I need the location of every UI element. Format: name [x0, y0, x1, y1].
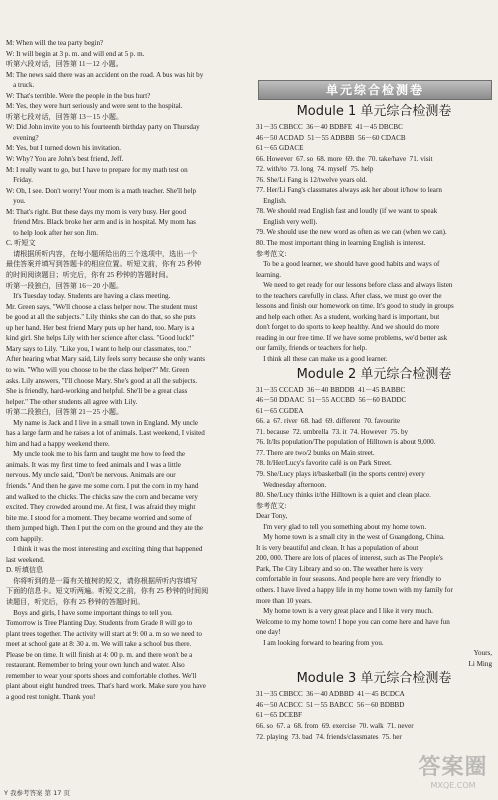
answer-line: It is very beautiful and clean. It has a population of about: [256, 543, 419, 552]
answer-line: 80. She/Lucy thinks it/the Hilltown is a quiet and clean place.: [256, 491, 431, 500]
answer-line: 31－35 CBBCC 36－40 BDBFE 41－45 DBCBC: [256, 123, 403, 131]
letter-signature: Li Ming: [468, 659, 492, 668]
answer-line: don't forget to do sports to keep healthy. And we should do more: [256, 323, 440, 332]
answer-line: English very well).: [256, 217, 318, 226]
answer-line: lessons and finish our homework on time. It's good to study in groups: [256, 302, 454, 311]
answer-line: 76. She/Li Fang is 12/twelve years old.: [256, 175, 368, 184]
answer-line: to the teachers carefully in class. After class, we must go over the: [256, 291, 442, 300]
answer-line: To be a good learner, we should have good habits and ways of: [256, 260, 440, 269]
watermark-site: MXQE.COM: [430, 781, 476, 790]
text-line: evening?: [6, 133, 39, 142]
module-heading: Module 3 单元综合检测卷: [296, 671, 452, 687]
answer-line: 72. playing 73. bad 74. friends/classmates 75. her: [256, 732, 402, 741]
text-line: M: When will the tea party begin?: [6, 39, 104, 47]
answer-line: 参考范文:: [256, 249, 287, 258]
text-line: 最佳答案并填写到答题卡的相应位置。听短文前，你有 25 秒钟: [6, 260, 202, 269]
left-column: [6, 38, 244, 702]
text-line: them jumped high. Then I put the corn on the ground and they ate the: [6, 524, 204, 533]
text-line: My name is Jack and I live in a small town in England. My uncle: [6, 418, 199, 427]
answer-line: 78. We should read English fast and loudly (if we want to speak: [256, 207, 438, 216]
answer-line: 31－35 CBBCC 36－40 ADBBD 41－45 BCDCA: [256, 690, 405, 699]
answer-line: 72. with/to 73. long 74. myself 75. help: [256, 165, 374, 174]
answer-line: 78. It/Her/Lucy's favorite café is on Park Street.: [256, 459, 392, 468]
text-line: friends." And then he gave me some corn. I put the corn in my hand: [6, 481, 199, 490]
text-line: bite me. I stood for a moment. They became worried and some of: [6, 513, 192, 522]
text-line: W: Did John invite you to his fourteenth birthday party on Thursday: [6, 123, 200, 132]
text-line: W: That's terrible. Were the people in the bus hurt?: [6, 91, 151, 100]
answer-line: 71. because 72. umbrella 73. it 74. However 75. by: [256, 427, 409, 436]
text-line: asks. Lily answers, "I'll choose Mary. She's good at all the subjects.: [6, 376, 198, 385]
text-line: Please be on time. It will finish at 4: 00 p. m. and there won't be a: [6, 650, 193, 659]
text-line: up her hand. Her best friend Mary puts up her hand, too. Mary is a: [6, 323, 195, 332]
text-line: helper." The other students all agree with Lily.: [6, 397, 138, 406]
answer-line: 79. We should use the new word as often as we can (when we can).: [256, 228, 447, 237]
answer-line: 61－65 CGDEA: [256, 406, 304, 415]
answer-line: Welcome to my home town! I hope you can come here and have fun: [256, 617, 450, 626]
text-line: friend Mrs. Black broke her arm and is in hospital. My mom has: [6, 218, 196, 227]
answer-line: one day!: [256, 628, 281, 637]
text-line: to win. "Who will you choose to be the class helper?" Mr. Green: [6, 365, 190, 374]
watermark-logo: [412, 750, 494, 794]
answer-line: 66. so 67. a 68. from 69. exercise 70. walk 71. never: [256, 721, 414, 730]
answer-line: I'm very glad to tell you something about my home town.: [256, 522, 427, 531]
answer-line: 参考范文:: [256, 501, 287, 510]
answer-line: 61－65 GDACE: [256, 144, 304, 153]
text-line: C. 听短文: [6, 239, 36, 248]
text-line: 的时间阅读题目；听完后，你有 25 秒钟的答题时间。: [6, 271, 173, 280]
answer-line: 77. Her/Li Fang's classmates always ask her about it/how to learn: [256, 186, 442, 195]
text-line: 听第二段独白，回答第 21－25 小题。: [6, 408, 124, 417]
answer-line: 46－50 ACBCC 51－55 BABCC 56－60 BDBBD: [256, 700, 405, 709]
text-line: W: Why? You are John's best friend, Jeff.: [6, 155, 124, 164]
answer-line: 31－35 CCCAD 36－40 BBDDB 41－45 BABBC: [256, 385, 406, 394]
text-line: kind girl. She helps Lily with her science after class. "Good luck!": [6, 334, 195, 343]
answer-line: I am looking forward to hearing from you.: [256, 638, 384, 647]
answer-line: 80. The most important thing in learning English is interest.: [256, 239, 426, 248]
answer-line: I think all these can make us a good learner.: [256, 355, 388, 364]
letter-closing: Yours,: [473, 649, 492, 658]
answer-line: 46－50 ACDAD 51－55 ADBBB 56－60 CDACB: [256, 133, 406, 142]
answer-line: 79. She/Lucy plays it/basketball (in the sports centre) every: [256, 469, 425, 478]
answer-line: My home town is a small city in the west of Guangdong, China.: [256, 533, 445, 542]
text-line: animals. It was my first time to feed animals and I was a little: [6, 460, 181, 469]
text-line: 下面的信息卡。短文听两遍。听短文之前，你有 25 秒钟的时间阅: [6, 587, 209, 596]
text-line: Mr. Green says, "We'll choose a class helper now. The student must: [6, 302, 198, 311]
module-heading: Module 2 单元综合检测卷: [296, 366, 452, 382]
text-line: Boys and girls, I have some important things to tell you.: [6, 608, 173, 617]
answer-line: Dear Tony,: [256, 512, 288, 521]
answer-line: 61－65 DCEBF: [256, 711, 302, 720]
text-line: him and had a happy weekend there.: [6, 439, 110, 448]
text-line: a good rest tonight. Thank you!: [6, 692, 96, 701]
answer-line: 77. There are two/2 bunks on Main street.: [256, 448, 375, 457]
text-line: has a large farm and he raises a lot of animals. Last weekend, I visited: [6, 429, 205, 438]
text-line: last weekend.: [6, 555, 45, 564]
text-line: 你将听到的是一篇有关植树的短文，请你根据所听内容填写: [6, 576, 198, 585]
text-line: M: Yes, but I turned down his invitation.: [6, 144, 122, 153]
answer-line: My home town is a very great place and I like it very much.: [256, 607, 433, 616]
text-line: It's Tuesday today. Students are having a class meeting.: [6, 292, 171, 301]
answer-line: 46－50 DDAAC 51－55 ACCBD 56－60 BADDC: [256, 396, 407, 405]
text-line: remember to wear your sports shoes and comfortable clothes. We'll: [6, 671, 197, 680]
answer-line: our family, friends or teachers for help.: [256, 344, 368, 353]
text-line: D. 听填信息: [6, 566, 44, 575]
text-line: 听第一段独白，回答第 16－20 小题。: [6, 281, 124, 290]
answer-line: 66. However 67. so 68. more 69. the 70. take/have 71. visit: [256, 154, 433, 163]
answer-line: comfortable in four seasons. And people here are very friendly to: [256, 575, 441, 584]
text-line: 读题目，听完后，你有 25 秒钟的答题时间。: [6, 597, 145, 606]
text-line: She is friendly, hard-working and helpful. She'll be a great class: [6, 387, 188, 396]
text-line: nervous. My uncle said, "Don't be nervous. Animals are our: [6, 471, 176, 480]
text-line: meet at school gate at 8: 30 a. m. We will take a school bus there.: [6, 640, 192, 649]
answer-line: more than 10 years.: [256, 596, 312, 605]
text-line: excited. They crowded around me. At first, I was afraid they might: [6, 503, 196, 512]
text-line: plant about eight hundred trees. That's hard work. Make sure you have: [6, 682, 206, 691]
text-line: M: Yes, they were hurt seriously and were sent to the hospital.: [6, 102, 183, 111]
text-line: 请根据所听内容，在每小题所给出的三个选项中，选出一个: [6, 249, 198, 258]
text-line: M: That's right. But these days my mom is very busy. Her good: [6, 207, 186, 216]
text-line: and walked to the chicks. The chicks saw the corn and became very: [6, 492, 198, 501]
answer-line: and help each other. As a student, working hard is important, but: [256, 312, 440, 321]
unit-test-banner: 单元综合检测卷: [258, 80, 492, 100]
answer-line: reading in our free time. If we have some problems, we'd better ask: [256, 333, 448, 342]
text-line: M: The news said there was an accident on the road. A bus was hit by: [6, 70, 204, 79]
answer-line: others. I have lived a happy life in my home town with my family for: [256, 585, 453, 594]
answer-line: 76. It/Its population/The population of Hilltown is about 9,000.: [256, 438, 436, 447]
text-line: W: It will begin at 3 p. m. and will end at 5 p. m.: [6, 49, 145, 58]
text-line: W: Oh, I see. Don't worry! Your mom is a math teacher. She'll help: [6, 186, 197, 195]
text-line: My uncle took me to his farm and taught me how to feed the: [6, 450, 186, 459]
text-line: I think it was the most interesting and exciting thing that happened: [6, 545, 203, 554]
answer-line: learning.: [256, 270, 282, 279]
page-footer: Y 我参考答案 第 17 页: [4, 789, 71, 797]
answer-line: Wednesday afternoon.: [256, 480, 327, 489]
text-line: to help look after her son Jim.: [6, 228, 99, 237]
text-line: Mary says to Lily. "Like you, I want to help our classmates, too.": [6, 344, 192, 353]
text-line: M: I really want to go, but I have to prepare for my math test on: [6, 165, 188, 174]
watermark-text: 答案圈: [418, 755, 488, 780]
answer-line: We need to get ready for our lessons before class and always listen: [256, 281, 453, 290]
text-line: plant trees together. The activity will start at 9: 00 a. m so we need to: [6, 629, 202, 638]
answer-line: 66. a 67. river 68. had 69. different 70. favourite: [256, 417, 401, 426]
text-line: After hearing what Mary said, Lily feels sorry because she only wants: [6, 355, 205, 364]
text-line: corn happily.: [6, 534, 43, 543]
text-line: be good at all the subjects." Lily thinks she can do that, so she puts: [6, 313, 196, 322]
text-line: 听第七段对话，回答第 13－15 小题。: [6, 112, 124, 121]
module-heading: Module 1 单元综合检测卷: [296, 104, 452, 119]
text-line: Friday.: [6, 176, 33, 185]
answer-line: English.: [256, 196, 287, 205]
text-line: you.: [6, 197, 26, 206]
text-line: 听第六段对话，回答第 11－12 小题。: [6, 60, 123, 69]
text-line: restaurant. Remember to bring your own lunch and water. Also: [6, 661, 185, 670]
right-column: [256, 102, 492, 742]
answer-line: 200, 000. There are lots of places of interest, such as The People's: [256, 554, 443, 563]
text-line: Tomorrow is Tree Planting Day. Students from Grade 8 will go to: [6, 619, 193, 628]
answer-line: Park, The City Library and so on. The weather here is very: [256, 564, 423, 573]
text-line: a truck.: [6, 81, 35, 90]
